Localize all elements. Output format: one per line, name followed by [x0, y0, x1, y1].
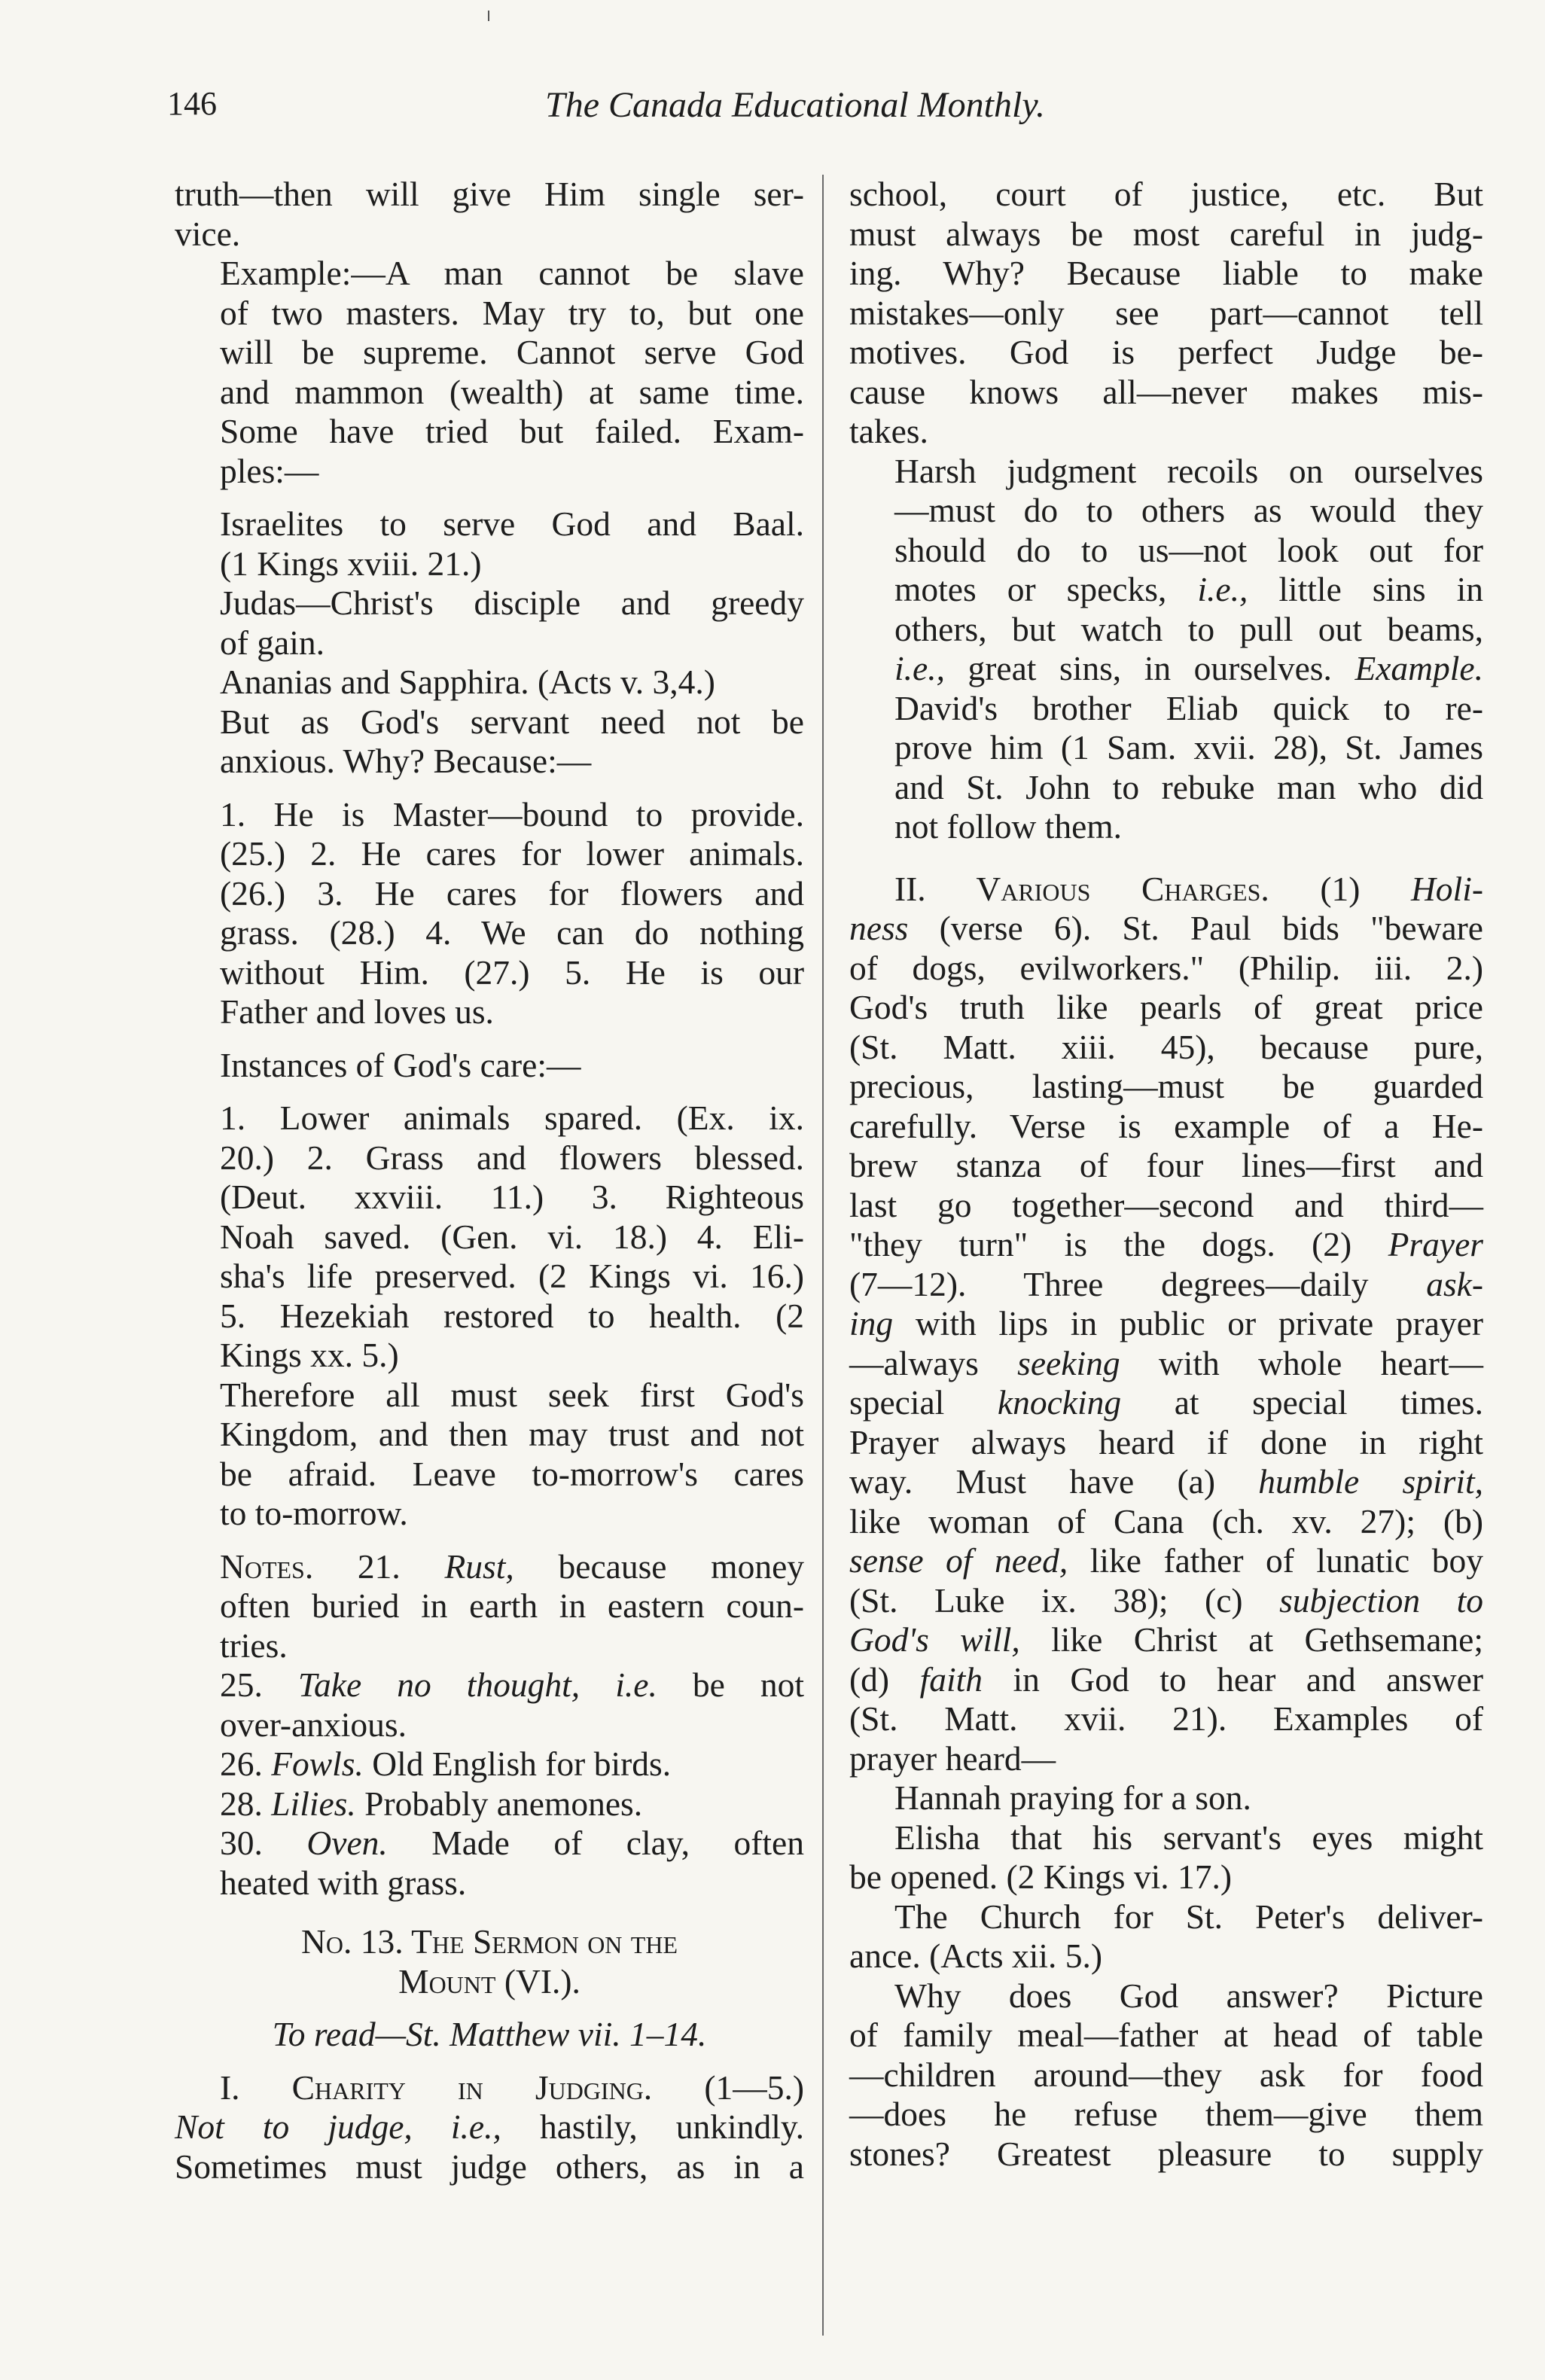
text-segment: hastily, unkindly.	[539, 2107, 805, 2146]
text-line: others, but watch to pull out beams,	[894, 609, 1483, 648]
note-number: 25.	[220, 1665, 263, 1704]
text-line	[849, 870, 1483, 910]
text-segment: like Christ at Gethsemane;	[1051, 1620, 1483, 1659]
lesson-heading: No. 13. The Sermon on the	[300, 1922, 678, 1961]
running-title: The Canada Educational Monthly.	[545, 85, 1045, 125]
lesson-heading-cont: Mount (VI.).	[398, 1961, 581, 2001]
note-line	[175, 1745, 804, 1784]
text-line: of dogs, evilworkers." (Philip. iii. 2.)	[849, 948, 1483, 987]
text-line	[804, 1383, 1483, 1423]
text-line: ance. (Acts xii. 5.)	[849, 1937, 1103, 1975]
text-line	[175, 2107, 804, 2147]
text-line: of two masters. May try to, but one	[220, 293, 804, 332]
note-number: 30.	[220, 1824, 263, 1862]
text-line: Instances of God's care:—	[220, 1045, 581, 1084]
text-line: —does he refuse them—give them	[849, 2095, 1483, 2133]
notes-line	[175, 1547, 804, 1587]
emphasis: Not to judge, i.e.,	[175, 2107, 501, 2146]
text-line	[804, 1620, 1483, 1660]
text-line: motives. God is perfect Judge be-	[849, 333, 1483, 371]
gloss-term: Take no thought, i.e.	[297, 1665, 657, 1704]
text-line: Hannah praying for a son.	[894, 1778, 1251, 1817]
text-line: Father and loves us.	[220, 992, 494, 1031]
section-heading: I. Charity in Judging. (1—5.)	[220, 2068, 804, 2107]
text-line	[804, 1304, 1483, 1344]
text-line: grass. (28.) 4. We can do nothing	[220, 913, 804, 952]
note-number: 26.	[220, 1745, 263, 1783]
text-line: of gain.	[220, 623, 325, 662]
text-line: anxious. Why? Because:—	[220, 742, 592, 780]
note-line	[175, 1824, 804, 1863]
text-segment: motes or specks,	[894, 570, 1167, 608]
section-heading: II. Various Charges. (1)	[894, 869, 1361, 908]
emphasis: God's will,	[849, 1620, 1020, 1659]
text-line: of family meal—father at head of table	[849, 2016, 1483, 2054]
text-line	[849, 570, 1483, 610]
text-line: —must do to others as would they	[894, 491, 1483, 529]
text-line: often buried in earth in eastern coun-	[220, 1586, 804, 1625]
text-line: precious, lasting—must be guarded	[849, 1067, 1483, 1105]
text-line: Noah saved. (Gen. vi. 18.) 4. Eli-	[220, 1217, 804, 1256]
text-line: not follow them.	[894, 807, 1123, 846]
emphasis: sense of need,	[849, 1541, 1068, 1580]
text-line: be opened. (2 Kings vi. 17.)	[849, 1857, 1232, 1896]
text-line: Kings xx. 5.)	[220, 1336, 399, 1374]
text-line	[804, 1541, 1483, 1581]
text-segment: "they turn" is the dogs. (2)	[849, 1225, 1352, 1263]
gloss-text: be not	[692, 1665, 805, 1704]
text-line	[849, 649, 1483, 689]
text-segment: (verse 6). St. Paul bids "beware	[939, 909, 1483, 947]
text-line: Therefore all must seek first God's	[220, 1375, 804, 1414]
text-line: (Deut. xxviii. 11.) 3. Righteous	[220, 1178, 804, 1216]
text-line: Prayer always heard if done in right	[849, 1422, 1483, 1461]
text-line: Kingdom, and then may trust and not	[220, 1415, 804, 1453]
text-segment: like father of lunatic boy	[1089, 1541, 1483, 1580]
text-line: and St. John to rebuke man who did	[894, 767, 1483, 806]
text-segment: (7—12). Three degrees—daily	[849, 1264, 1369, 1303]
text-line: will be supreme. Cannot serve God	[220, 333, 804, 371]
text-line: Why does God answer? Picture	[894, 1976, 1483, 2015]
text-line	[804, 1344, 1483, 1384]
page-header	[0, 84, 1545, 145]
text-segment: way. Must have (a)	[849, 1462, 1216, 1501]
page-number: 146	[167, 85, 217, 122]
text-line: Judas—Christ's disciple and greedy	[220, 584, 804, 622]
text-line: (25.) 2. He cares for lower animals.	[220, 834, 804, 873]
text-line: David's brother Eliab quick to re-	[894, 688, 1483, 727]
text-line: takes.	[849, 412, 928, 450]
text-line: 1. Lower animals spared. (Ex. ix.	[220, 1099, 804, 1137]
emphasis: i.e.,	[894, 649, 945, 687]
emphasis: knocking	[997, 1383, 1122, 1422]
text-line	[804, 1581, 1483, 1621]
text-line: to to-morrow.	[220, 1494, 408, 1532]
text-line: The Church for St. Peter's deliver-	[894, 1897, 1483, 1936]
scratch-mark	[488, 11, 489, 21]
text-line: mistakes—only see part—cannot tell	[849, 293, 1483, 332]
text-line: and mammon (wealth) at same time.	[220, 372, 804, 411]
text-line: sha's life preserved. (2 Kings vi. 16.)	[220, 1257, 804, 1295]
gloss-text: because money	[558, 1547, 805, 1586]
text-line: ing. Why? Because liable to make	[849, 254, 1483, 292]
text-line	[804, 1462, 1483, 1502]
text-line: ples:—	[220, 451, 319, 490]
emphasis: Example.	[1355, 649, 1483, 687]
gloss-text: Probably anemones.	[364, 1784, 643, 1823]
text-line: over-anxious.	[220, 1705, 407, 1744]
emphasis: Holi-	[1410, 869, 1483, 908]
notes-label: Notes. 21.	[220, 1547, 401, 1586]
gloss-term: Fowls.	[271, 1745, 364, 1783]
right-column	[849, 175, 1483, 2174]
text-line: like woman of Cana (ch. xv. 27); (b)	[849, 1501, 1483, 1540]
note-line	[175, 1784, 804, 1824]
emphasis: seeking	[1017, 1343, 1120, 1382]
text-line: 5. Hezekiah restored to health. (2	[220, 1296, 804, 1335]
text-segment: with whole heart—	[1158, 1343, 1483, 1382]
gloss-term: Rust,	[444, 1547, 514, 1586]
text-line: tries.	[220, 1626, 288, 1665]
text-line: brew stanza of four lines—first and	[849, 1146, 1483, 1184]
emphasis: ing	[849, 1304, 894, 1342]
text-line: without Him. (27.) 5. He is our	[220, 952, 804, 992]
text-segment: —always	[849, 1343, 979, 1382]
text-line: Israelites to serve God and Baal.	[220, 504, 804, 543]
text-line: stones? Greatest pleasure to supply	[849, 2134, 1483, 2173]
text-line: Example:—A man cannot be slave	[220, 254, 804, 292]
text-line	[804, 909, 1483, 949]
gloss-text: Old English for birds.	[372, 1745, 672, 1783]
emphasis: Prayer	[1388, 1225, 1483, 1263]
text-line: be afraid. Leave to-morrow's cares	[220, 1454, 804, 1493]
reading-assignment: To read—St. Matthew vii. 1–14.	[272, 2015, 707, 2053]
text-line: (26.) 3. He cares for flowers and	[220, 873, 804, 913]
text-line: should do to us—not look out for	[894, 530, 1483, 569]
text-line: 1. He is Master—bound to provide.	[220, 794, 804, 833]
text-segment: little sins in	[1278, 570, 1484, 608]
text-line: vice.	[175, 214, 241, 253]
text-line: (St. Matt. xiii. 45), because pure,	[849, 1027, 1483, 1066]
emphasis: ness	[849, 909, 909, 947]
text-line: prayer heard—	[849, 1739, 1056, 1778]
gloss-term: Oven.	[306, 1824, 388, 1862]
gloss-text: Made of clay, often	[431, 1824, 804, 1862]
text-line: But as God's servant need not be	[220, 702, 804, 741]
note-number: 28.	[220, 1784, 263, 1823]
text-segment: in God to hear and answer	[1013, 1659, 1483, 1699]
text-line: truth—then will give Him single ser-	[175, 175, 804, 213]
text-line: must always be most careful in judg-	[849, 214, 1483, 253]
gloss-term: Lilies.	[271, 1784, 356, 1823]
text-line: carefully. Verse is example of a He-	[849, 1106, 1483, 1145]
note-line	[175, 1665, 804, 1705]
emphasis: humble spirit,	[1258, 1462, 1483, 1501]
text-line	[804, 1265, 1483, 1305]
text-line: prove him (1 Sam. xvii. 28), St. James	[894, 728, 1483, 766]
text-segment: great sins, in ourselves.	[968, 649, 1332, 687]
text-segment: (St. Luke ix. 38); (c)	[849, 1580, 1243, 1620]
text-line: Harsh judgment recoils on ourselves	[894, 451, 1483, 490]
text-line: (St. Matt. xvii. 21). Examples of	[849, 1699, 1483, 1738]
text-line: God's truth like pearls of great price	[849, 988, 1483, 1026]
emphasis: subjection to	[1279, 1580, 1483, 1620]
emphasis: i.e.,	[1197, 570, 1248, 608]
text-segment: at special times.	[1174, 1383, 1483, 1422]
text-line: last go together—second and third—	[849, 1185, 1483, 1224]
emphasis: ask-	[1426, 1264, 1483, 1303]
text-segment: (d)	[849, 1659, 890, 1699]
text-line: 20.) 2. Grass and flowers blessed.	[220, 1138, 804, 1177]
text-line: Sometimes must judge others, as in a	[175, 2147, 804, 2186]
text-line: heated with grass.	[220, 1863, 467, 1902]
text-segment: special	[849, 1383, 945, 1422]
text-line: (1 Kings xviii. 21.)	[220, 544, 482, 583]
text-line: —children around—they ask for food	[849, 2055, 1483, 2094]
left-column	[175, 175, 804, 2186]
text-line: Elisha that his servant's eyes might	[894, 1818, 1483, 1857]
text-line	[804, 1225, 1483, 1265]
text-line: school, court of justice, etc. But	[849, 175, 1483, 213]
text-line: Ananias and Sapphira. (Acts v. 3,4.)	[220, 663, 715, 701]
text-line: cause knows all—never makes mis-	[849, 372, 1483, 411]
text-line: Some have tried but failed. Exam-	[220, 412, 804, 450]
text-segment: with lips in public or private prayer	[915, 1304, 1484, 1342]
emphasis: faith	[919, 1659, 983, 1699]
text-line	[804, 1660, 1483, 1700]
